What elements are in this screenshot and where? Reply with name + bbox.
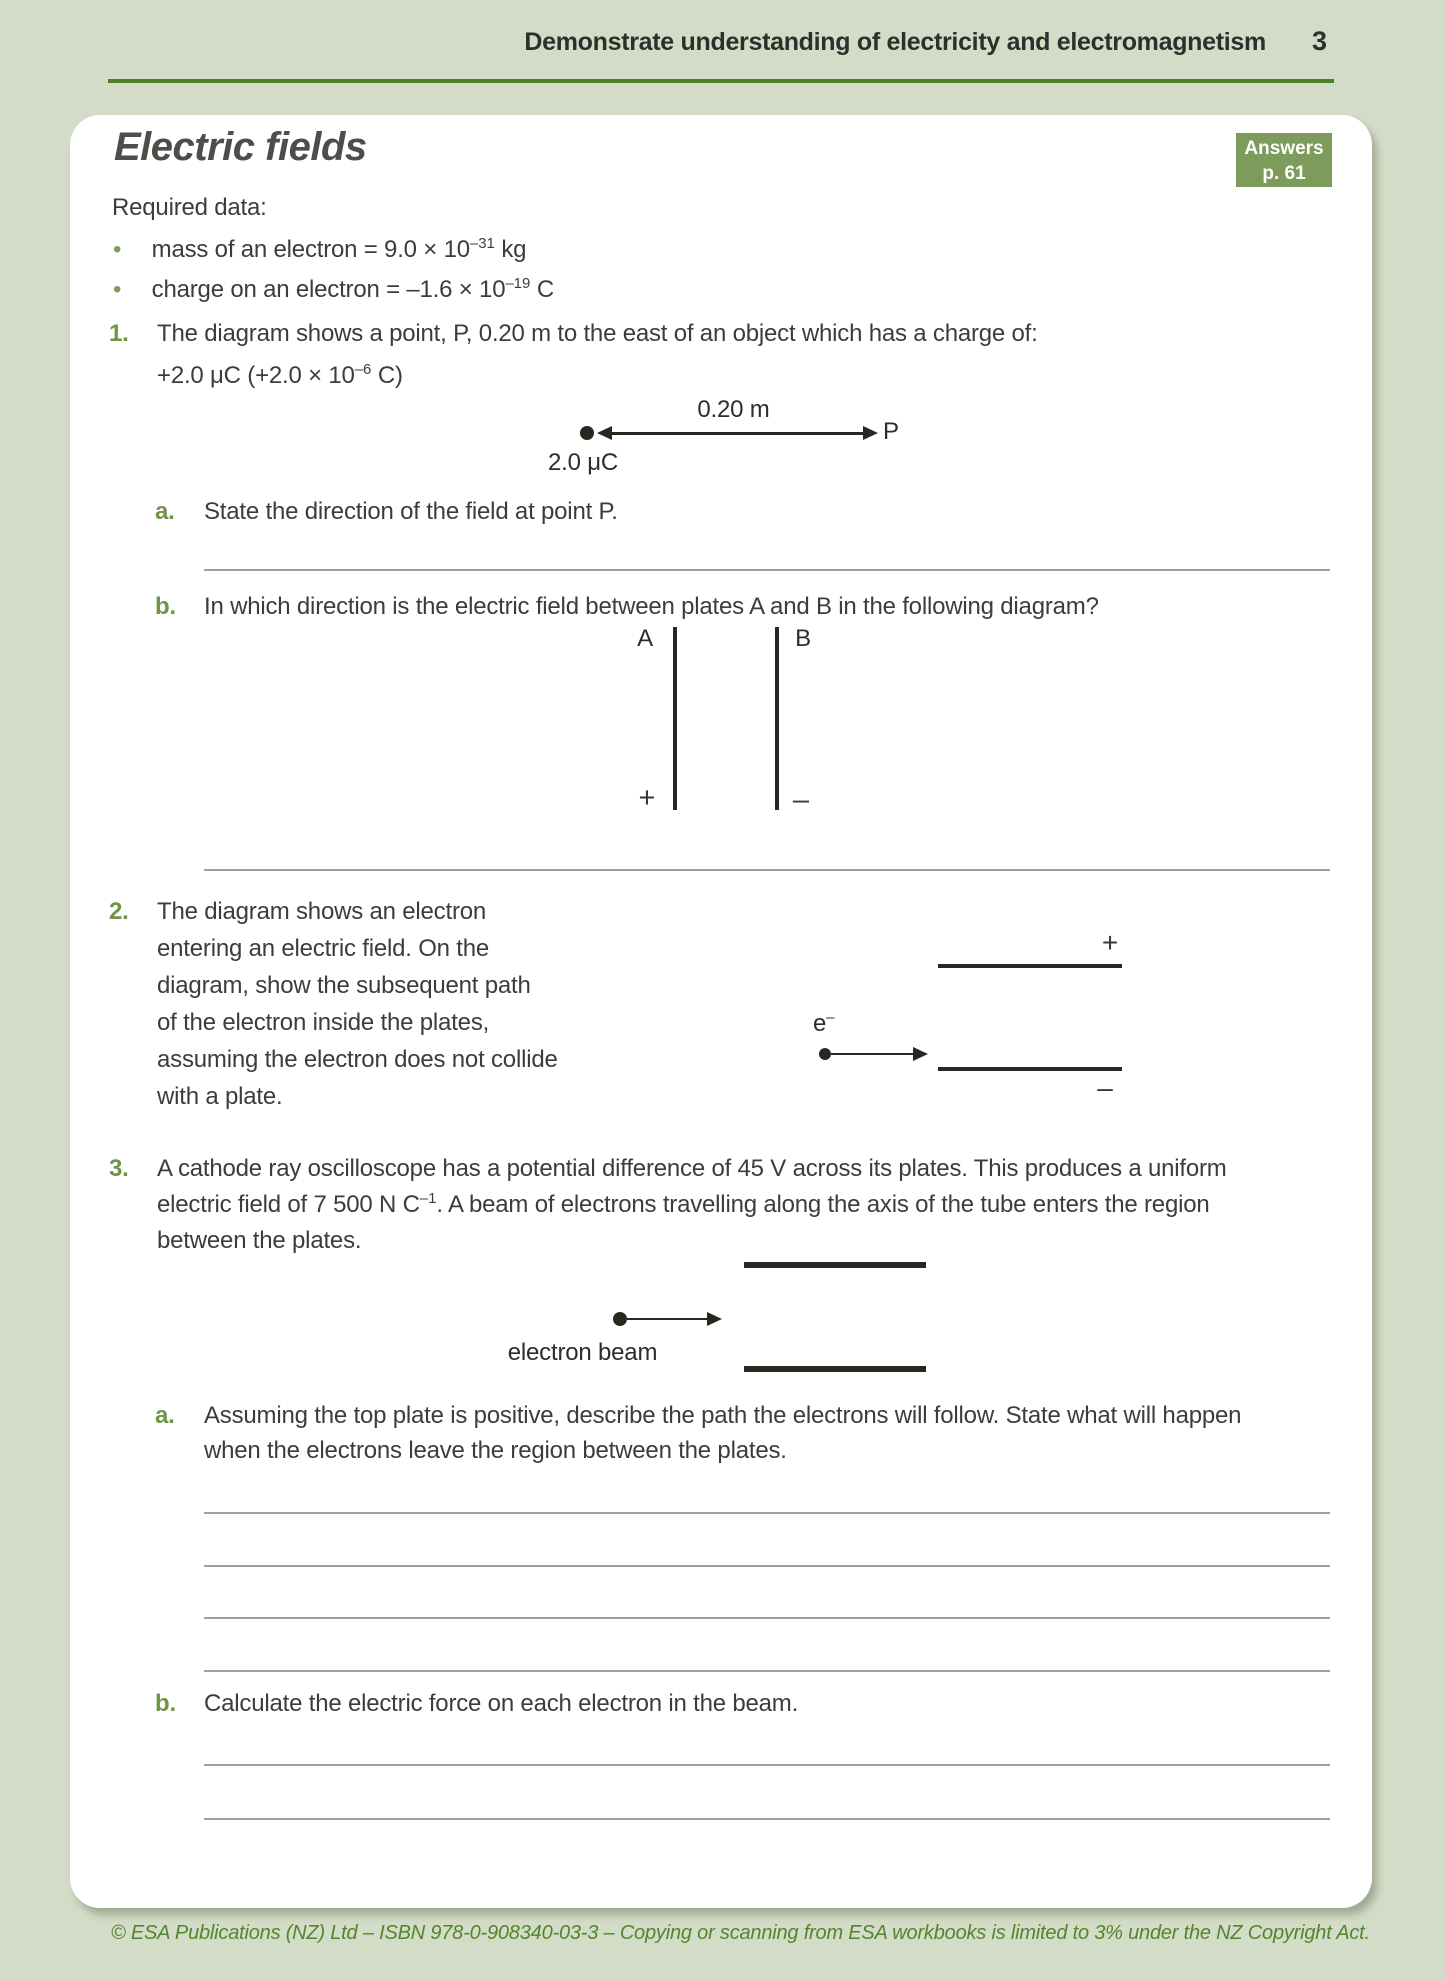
plate-a bbox=[673, 627, 677, 810]
q2-bottom-plate bbox=[938, 1067, 1122, 1071]
distance-arrow-line bbox=[611, 432, 863, 435]
arrowhead-right-icon bbox=[913, 1047, 928, 1061]
page-number: 3 bbox=[1311, 26, 1327, 56]
charge-label: 2.0 μC bbox=[548, 449, 618, 476]
q1a-text: State the direction of the field at point P. bbox=[204, 498, 618, 525]
arrowhead-right-icon bbox=[863, 426, 878, 440]
required-data-label: Required data: bbox=[112, 194, 267, 221]
answer-line bbox=[204, 1617, 1330, 1619]
bullet-exponent: –31 bbox=[469, 235, 495, 252]
answer-line bbox=[204, 1670, 1330, 1672]
point-p-label: P bbox=[883, 418, 899, 445]
q3-bottom-plate bbox=[744, 1366, 926, 1372]
q3-exponent: –1 bbox=[419, 1190, 437, 1207]
bullet-text-unit: kg bbox=[494, 236, 527, 263]
charge-dot bbox=[580, 426, 594, 440]
q2-bottom-plate-sign: – bbox=[1097, 1072, 1113, 1103]
q2-top-plate-sign: + bbox=[1101, 927, 1119, 958]
distance-label: 0.20 m bbox=[697, 396, 770, 423]
worksheet-card bbox=[70, 115, 1372, 1908]
answers-badge bbox=[1236, 133, 1332, 187]
bullet-text: charge on an electron = –1.6 × 10 bbox=[151, 276, 506, 303]
plate-b-label: B bbox=[795, 625, 811, 652]
plate-a-sign: + bbox=[638, 782, 656, 814]
q2-number: 2. bbox=[109, 898, 129, 925]
arrowhead-right-icon bbox=[707, 1312, 722, 1326]
beam-arrow-line bbox=[627, 1318, 707, 1321]
bullet-text: mass of an electron = 9.0 × 10 bbox=[151, 236, 470, 263]
plate-a-label: A bbox=[637, 625, 653, 652]
answer-line bbox=[204, 869, 1330, 871]
q3a-text-line: Assuming the top plate is positive, describe the path the electrons will follow. State what will happen bbox=[204, 1402, 1242, 1429]
q1b-letter: b. bbox=[155, 593, 176, 620]
bullet-icon: • bbox=[113, 236, 122, 263]
q1-number: 1. bbox=[109, 320, 129, 347]
bullet-icon: • bbox=[113, 276, 122, 303]
q3-number: 3. bbox=[109, 1155, 129, 1182]
page-header bbox=[524, 26, 1327, 57]
bullet-exponent: –19 bbox=[505, 275, 531, 292]
q3b-letter: b. bbox=[155, 1690, 176, 1717]
q2-text-line: with a plate. bbox=[157, 1083, 283, 1110]
q1-text-line1: The diagram shows a point, P, 0.20 m to the east of an object which has a charge of: bbox=[157, 320, 1038, 347]
q3-text-line: electric field of 7 500 N $C^{-1}$. A beam of electrons travelling along the axis of the tube enters the region bbox=[157, 1190, 1210, 1218]
answer-line bbox=[204, 1512, 1330, 1514]
answers-badge-line1: Answers bbox=[1244, 138, 1324, 159]
electron-arrow-line bbox=[831, 1053, 913, 1056]
answer-line bbox=[204, 1818, 1330, 1820]
q3-top-plate bbox=[744, 1262, 926, 1268]
q2-text-line: entering an electric field. On the bbox=[157, 935, 490, 962]
q3-text-line: A cathode ray oscilloscope has a potential difference of 45 V across its plates. This produces a uniform bbox=[157, 1155, 1227, 1182]
electron-dot bbox=[819, 1048, 831, 1060]
bullet-item bbox=[113, 275, 554, 308]
electron-label: e– bbox=[813, 1009, 835, 1037]
header-rule-divider bbox=[108, 79, 1334, 83]
answer-line bbox=[204, 1565, 1330, 1567]
q3b-text: Calculate the electric force on each electron in the beam. bbox=[204, 1690, 799, 1717]
answer-line bbox=[204, 1764, 1330, 1766]
worksheet-title: Electric fields bbox=[114, 125, 367, 169]
q3-text-line: between the plates. bbox=[157, 1227, 362, 1254]
q2-top-plate bbox=[938, 964, 1122, 968]
q1b-text: In which direction is the electric field between plates A and B in the following diagram? bbox=[204, 593, 1099, 620]
q1-exponent: –6 bbox=[354, 361, 372, 378]
q3a-text-line: when the electrons leave the region between the plates. bbox=[204, 1437, 787, 1464]
q2-text-line: of the electron inside the plates, bbox=[157, 1009, 490, 1036]
q2-text-line: assuming the electron does not collide bbox=[157, 1046, 558, 1073]
plate-b bbox=[775, 627, 779, 810]
copyright-footer: © ESA Publications (NZ) Ltd – ISBN 978-0-908340-03-3 – Copying or scanning from ESA workbooks is limited to 3% under the NZ Copyright Act. bbox=[111, 1922, 1370, 1944]
arrowhead-left-icon bbox=[597, 426, 612, 440]
bullet-item bbox=[113, 235, 526, 268]
q1a-letter: a. bbox=[155, 498, 175, 525]
bullet-text-unit: C bbox=[530, 276, 554, 303]
answers-badge-line2: p. 61 bbox=[1262, 163, 1306, 184]
q2-text-line: diagram, show the subsequent path bbox=[157, 972, 531, 999]
q3a-letter: a. bbox=[155, 1402, 175, 1429]
answer-line bbox=[204, 569, 1330, 571]
q2-text-line: The diagram shows an electron bbox=[157, 898, 487, 925]
page-header-title: Demonstrate understanding of electricity and electromagnetism bbox=[524, 28, 1266, 56]
plate-b-sign: – bbox=[792, 784, 810, 816]
electron-beam-label: electron beam bbox=[507, 1339, 658, 1366]
beam-dot bbox=[613, 1312, 627, 1326]
q1-text-line2: +2.0 μC ($+2.0 \times 10^{-6}$ C) bbox=[157, 361, 403, 389]
